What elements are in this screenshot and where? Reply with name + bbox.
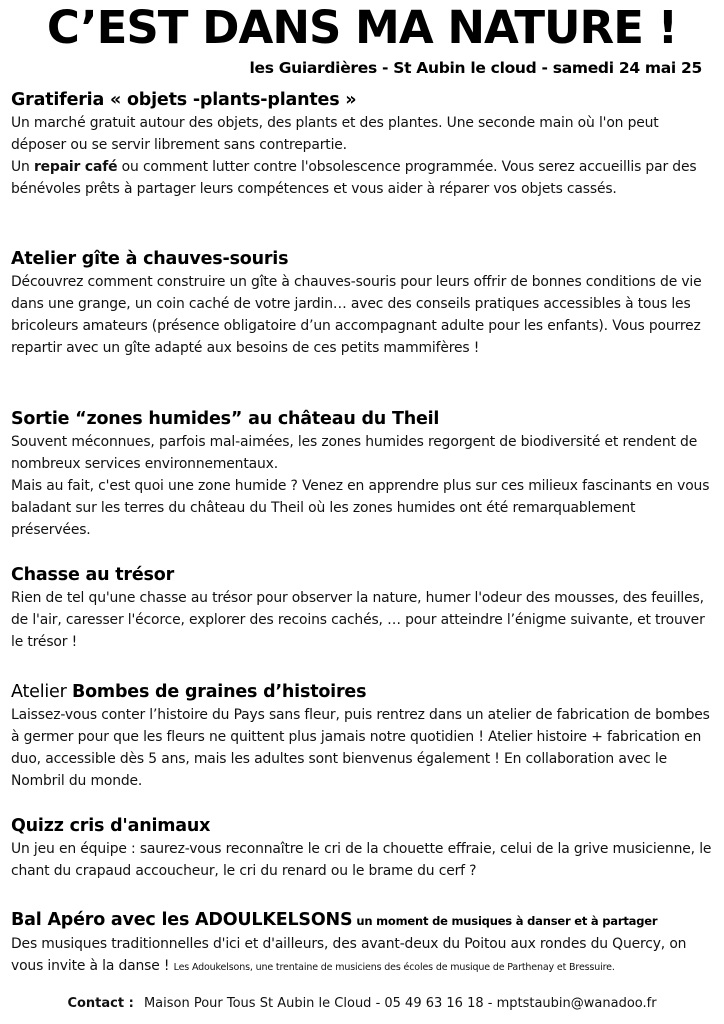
section-gratiferia [11,88,715,200]
section-title: Atelier gîte à chauves-souris [11,249,289,269]
section-bal-apero [11,908,715,979]
section-title: Bal Apéro avec les ADOULKELSONS un moment de musiques à danser et à partager [11,910,658,930]
section-title: Atelier Bombes de graines d’histoires [11,682,367,702]
contact-line [0,996,724,1011]
section-seed-bombs [11,680,715,792]
section-text: Des musiques traditionnelles d'ici et d'ailleurs, des avant-deux du Poitou aux rondes du Quercy, on vous invite à la danse ! Les Adoukelsons, une trentaine de musiciens des écoles de musique de Parthenay et Bressuire. [11,936,687,974]
section-text: Un jeu en équipe : saurez-vous reconnaître le cri de la chouette effraie, celui de la grive musicienne, le chant du crapaud accoucheur, le cri du renard ou le brame du cerf ? [11,841,712,879]
section-title: Sortie “zones humides” au château du Theil [11,409,440,429]
section-footnote: Les Adoukelsons, une trentaine de musiciens des écoles de musique de Parthenay et Bressuire. [173,962,615,973]
section-text: Découvrez comment construire un gîte à chauves-souris pour leurs offrir de bonnes conditions de vie dans une grange, un coin caché de votre jardin… avec des conseils pratiques accessibles à tous les bricoleurs amateurs (présence obligatoire d’un accompagnant adulte pour les enfants). Vous pourrez repartir avec un gîte adapté aux besoins de ces petits mammifères ! [11,274,702,356]
section-text: Souvent méconnues, parfois mal-aimées, les zones humides regorgent de biodiversité et rendent de nombreux services environnementaux. [11,434,698,472]
section-text: Rien de tel qu'une chasse au trésor pour observer la nature, humer l'odeur des mousses, des feuilles, de l'air, caresser l'écorce, explorer des recoins cachés, … pour atteindre l’énigme suivante, et trouver le trésor ! [11,590,705,650]
section-text: Mais au fait, c'est quoi une zone humide ? Venez en apprendre plus sur ces milieux fascinants en vous baladant sur les terres du château du Theil où les zones humides ont été remarquablement préservées. [11,478,710,538]
repair-cafe-highlight: repair café [33,159,118,175]
section-text: Laissez-vous conter l’histoire du Pays sans fleur, puis rentrez dans un atelier de fabrication de bombes à germer pour que les fleurs ne quittent plus jamais notre quotidien ! Atelier histoire + fabrication en duo, accessible dès 5 ans, mais les adultes sont bienvenus également ! En collaboration avec le Nombril du monde. [11,707,710,789]
section-title: Chasse au trésor [11,565,174,585]
section-treasure-hunt [11,563,715,653]
section-bat-house [11,247,715,359]
section-title: Quizz cris d'animaux [11,816,211,836]
section-tagline: un moment de musiques à danser et à partager [356,914,658,928]
contact-label: Contact : [67,996,134,1011]
section-wetlands [11,407,715,541]
contact-details: Maison Pour Tous St Aubin le Cloud - 05 49 63 16 18 - mptstaubin@wanadoo.fr [143,996,657,1011]
section-animal-quiz [11,814,715,882]
section-text: Un marché gratuit autour des objets, des plants et des plantes. Une seconde main où l'on peut déposer ou se servir librement sans contrepartie. [11,115,659,153]
section-text: Un repair café ou comment lutter contre l'obsolescence programmée. Vous serez accueillis par des bénévoles prêts à partager leurs compétences et vous aider à réparer vos objets cassés. [11,159,697,197]
event-subtitle: les Guiardières - St Aubin le cloud - samedi 24 mai 25 [249,59,702,77]
section-title: Gratiferia « objets -plants-plantes » [11,90,357,110]
page-title: C’EST DANS MA NATURE ! [46,1,678,54]
